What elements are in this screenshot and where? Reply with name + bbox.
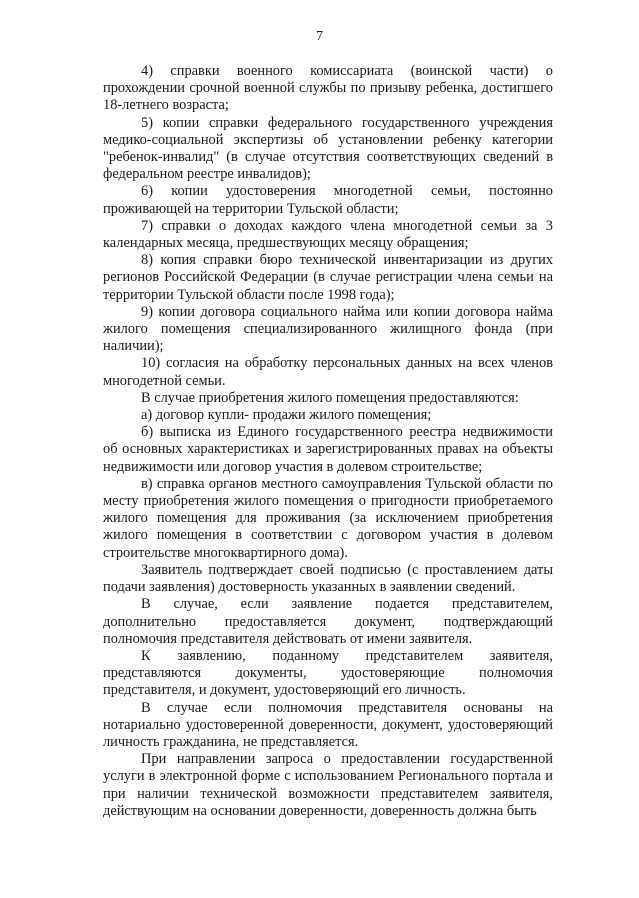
paragraph-10-data-consent: 10) согласия на обработку персональных данных на всех членов многодетной семьи. [103,355,553,389]
paragraph-b-registry-extract: б) выписка из Единого государственного реестра недвижимости об основных характеристиках и зарегистрированных правах на объекты недвижимости или договор участия в долевом строительстве; [103,424,553,475]
paragraph-applicant-signature: Заявитель подтверждает своей подписью (с проставлением даты подачи заявления) достоверность указанных в заявлении сведений. [103,561,553,596]
paragraph-c-suitability-certificate: в) справка органов местного самоуправления Тульской области по месту приобретения жилого помещения о пригодности приобретаемого жилого помещения для проживания (за исключением приобретения жилого помещения в соответствии с договором участия в долевом строительстве многоквартирного дома). [103,475,553,561]
paragraph-4-military-certificate: 4) справки военного комиссариата (воинской части) о прохождении срочной военной службы по призыву ребенка, достигшего 18-летнего возраста; [103,63,553,114]
paragraph-a-sale-contract: а) договор купли- продажи жилого помещения; [141,407,432,424]
paragraph-6-large-family-id: 6) копии удостоверения многодетной семьи, постоянно проживающей на территории Тульской области; [103,183,553,217]
paragraph-electronic-request: При направлении запроса о предоставлении государственной услуги в электронной форме с использованием Регионального портала и при наличии технической возможности представителем заявителя, действующим на основании доверенности, доверенность должна быть [103,751,553,819]
paragraph-purchase-intro: В случае приобретения жилого помещения предоставляются: [141,389,519,406]
paragraph-5-disability-certificate: 5) копии справки федерального государственного учреждения медико-социальной экспертизы об установлении ребенку категории "ребенок-инвалид" (в случае отсутствия соответствующих сведений в федеральном реестре инвалидов); [103,114,553,183]
paragraph-representative-identity: К заявлению, поданному представителем заявителя, представляются документы, удостоверяющие полномочия представителя, и документ, удостоверяющий его личность. [103,647,553,699]
paragraph-representative-document: В случае, если заявление подается представителем, дополнительно предоставляется документ, подтверждающий полномочия представителя действовать от имени заявителя. [103,596,553,647]
page-number: 7 [316,29,323,44]
paragraph-7-income-certificates: 7) справки о доходах каждого члена многодетной семьи за 3 календарных месяца, предшествующих месяцу обращения; [103,217,553,252]
paragraph-notarized-power: В случае если полномочия представителя основаны на нотариально удостоверенной доверенности, документ, удостоверяющий личность гражданина, не представляется. [103,699,553,750]
paragraph-9-lease-contract: 9) копии договора социального найма или копии договора найма жилого помещения специализированного жилищного фонда (при наличии); [103,303,553,355]
paragraph-8-bti-certificate: 8) копия справки бюро технической инвентаризации из других регионов Российской Федерации (в случае регистрации члена семьи на территории Тульской области после 1998 года); [103,252,553,303]
